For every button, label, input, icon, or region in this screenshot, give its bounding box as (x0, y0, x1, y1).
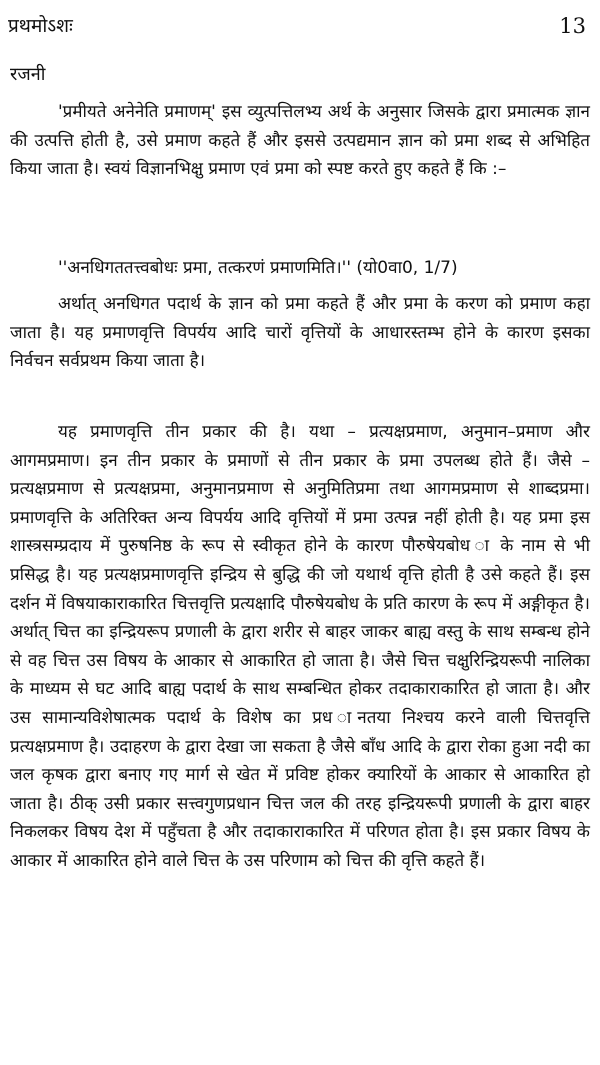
paragraph-1: 'प्रमीयते अनेनेति प्रमाणम्' इस व्युत्पत्तिलभ्य अर्थ के अनुसार जिसके द्वारा प्रमात्मक ज्ञान की उत्पत्ति होती है, उसे प्रमाण कहते हैं और इससे उत्पद्यमान ज्ञान को प्रमा शब्द से अभिहित किया जाता है। स्वयं विज्ञानभिक्षु प्रमाण एवं प्रमा को स्पष्ट करते हुए कहते हैं कि :– (10, 102, 590, 180)
paragraph-2: अर्थात् अनधिगत पदार्थ के ज्ञान को प्रमा कहते हैं और प्रमा के करण को प्रमाण कहा जाता है। यह प्रमाणवृत्ति विपर्यय आदि चारों वृत्तियों के आधारस्तम्भ होने के कारण इसका निर्वचन सर्वप्रथम किया जाता है। (10, 294, 590, 372)
running-head: प्रथमोऽशः (8, 15, 73, 37)
section-title: रजनी (10, 64, 46, 85)
paragraph-3: यह प्रमाणवृत्ति तीन प्रकार की है। यथा – प्रत्यक्षप्रमाण, अनुमान–प्रमाण और आगमप्रमाण। इन तीन प्रकार के प्रमाणों से तीन प्रकार के प्रमा उपलब्ध होते हैं। जैसे – प्रत्यक्षप्रमाण से प्रत्यक्षप्रमा, अनुमानप्रमाण से अनुमितिप्रमा तथा आगमप्रमाण से शाब्दप्रमा। प्रमाणवृत्ति के अतिरिक्त अन्य विपर्यय आदि वृत्तियों में प्रमा उत्पन्न नहीं होती है। यह प्रमा इस शास्त्रसम्प्रदाय में पुरुषनिष्ठ के रूप से स्वीकृत होने के कारण पौरुषेयबोध ा के नाम से भी प्रसिद्ध है। यह प्रत्यक्षप्रमाणवृत्ति इन्द्रिय से बुद्धि की जो यथार्थ वृत्ति होती है उसे कहते हैं। इस दर्शन में विषयाकाराकारित चित्तवृत्ति प्रत्यक्षादि पौरुषेयबोध के प्रति कारण के रूप में अङ्गीकृत है। अर्थात् चित्त का इन्द्रियरूप प्रणाली के द्वारा शरीर से बाहर जाकर बाह्य वस्तु के साथ सम्बन्ध होने से वह चित्त उस विषय के आकार से आकारित हो जाता है। जैसे चित्त चक्षुरिन्द्रियरूपी नालिका के माध्यम से घट आदि बाह्य पदार्थ के साथ सम्बन्धित होकर तदाकाराकारित हो जाता है। और उस सामान्यविशेषात्मक पदार्थ के विशेष का प्रध ानतया निश्चय करने वाली चित्तवृत्ति प्रत्यक्षप्रमाण है। उदाहरण के द्वारा देखा जा सकता है जैसे बाँध आदि के द्वारा रोका हुआ नदी का जल कृषक द्वारा बनाए गए मार्ग से खेत में प्रविष्ट होकर क्यारियों के आकार से आकारित हो जाता है। ठीक् उसी प्रकार सत्त्वगुणप्रधान चित्त जल की तरह इन्द्रियरूपी प्रणाली के द्वारा बाहर निकलकर विषय देश में पहुँचता है और तदाकाराकारित में परिणत होता है। इस प्रकार विषय के आकार में आकारित होने वाले चित्त के उस परिणाम को चित्त की वृत्ति कहते हैं। (10, 422, 590, 871)
quote-line: ''अनधिगततत्त्वबोधः प्रमा, तत्करणं प्रमाणमिति।'' (यो0वा0, 1/7) (58, 258, 458, 278)
page-number: 13 (559, 14, 586, 38)
page-header (8, 12, 586, 46)
